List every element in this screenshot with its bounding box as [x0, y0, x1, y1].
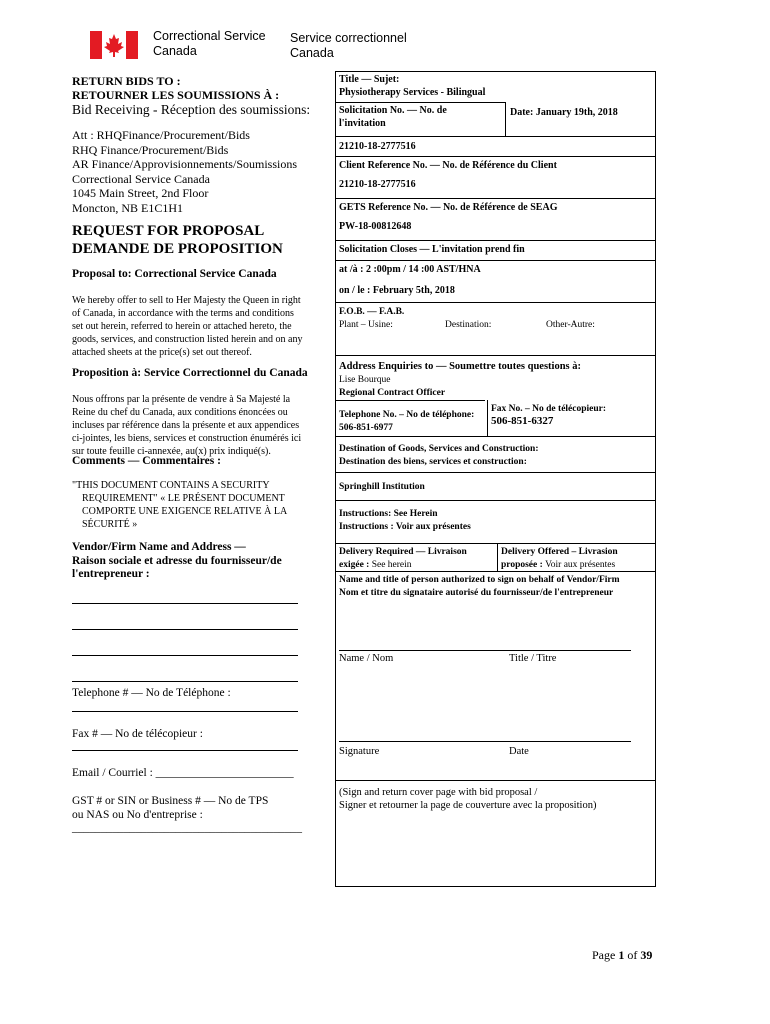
solicitation-number: 21210-18-2777516	[339, 141, 416, 152]
divider	[335, 302, 656, 303]
fax-number: 506-851-6327	[491, 415, 554, 427]
authorized-signer-label: Name and title of person authorized to sign on behalf of Vendor/Firm Nom et titre du signataire autorisé du fournisseur/de l'entrepreneur	[339, 575, 620, 598]
divider	[335, 500, 656, 501]
fob-label: F.O.B. — F.A.B.	[339, 307, 405, 317]
header-fr: Service correctionnel Canada	[290, 31, 407, 60]
fax-label: Fax No. – No de télécopieur:	[491, 404, 607, 414]
other-label: Other-Autre:	[546, 320, 595, 330]
offer-text-fr: Nous offrons par la présente de vendre à Sa Majesté la Reine du chef du Canada, aux conditions énoncées ou incluses par référence dans la présente et aux appendices ci-jointes, les biens, services et construction énumérés ici sur toute feuille ci-annexée, au(x) prix indiqué(s).	[72, 394, 302, 457]
proposition-fr: Proposition à: Service Correctionnel du Canada	[72, 367, 308, 379]
divider	[505, 102, 506, 136]
header-en: Correctional Service Canada	[153, 29, 266, 58]
gst-label: GST # or SIN or Business # — No de TPS ou NAS ou No d'entreprise :	[72, 795, 269, 821]
destination-goods: Destination of Goods, Services and Construction: Destination des biens, services et construction:	[339, 444, 539, 467]
telephone-number: 506-851-6977	[339, 423, 393, 433]
title-label: Title — Sujet:	[339, 74, 400, 85]
document-title: REQUEST FOR PROPOSAL DEMANDE DE PROPOSITION	[72, 223, 283, 257]
delivery-required: Delivery Required — Livraison exigée : See herein	[339, 547, 467, 570]
divider	[335, 198, 656, 199]
signature-line[interactable]	[339, 741, 631, 742]
divider	[335, 780, 656, 781]
telephone-label: Telephone No. – No de téléphone:	[339, 410, 475, 420]
divider	[335, 136, 656, 137]
divider	[487, 400, 488, 436]
divider	[335, 543, 656, 544]
divider	[335, 102, 505, 103]
telephone-label: Telephone # — No de Téléphone :	[72, 687, 231, 699]
page-number: Page 1 of 39	[592, 948, 653, 962]
name-title-line[interactable]	[339, 650, 631, 651]
proposal-to: Proposal to: Correctional Service Canada	[72, 268, 277, 280]
comments-label: Comments — Commentaires :	[72, 455, 221, 467]
instructions: Instructions: See Herein Instructions : Voir aux présentes	[339, 509, 471, 532]
document-date: Date: January 19th, 2018	[510, 107, 618, 118]
return-bids: RETURN BIDS TO : RETOURNER LES SOUMISSIONS À :	[72, 74, 280, 102]
email-field[interactable]: Email / Courriel : ________________________	[72, 767, 294, 779]
date-label: Date	[509, 746, 529, 757]
plant-label: Plant – Usine:	[339, 320, 393, 330]
divider	[497, 543, 498, 571]
divider	[335, 240, 656, 241]
contact-name: Lise Bourque	[339, 375, 391, 385]
fax-line[interactable]	[72, 750, 298, 751]
closes-time: at /à : 2 :00pm / 14 :00 AST/HNA	[339, 264, 481, 275]
gets-label: GETS Reference No. — No. de Référence de SEAG	[339, 202, 558, 213]
divider	[335, 156, 656, 157]
destination-label: Destination:	[445, 320, 492, 330]
return-address: Att : RHQFinance/Procurement/Bids RHQ Finance/Procurement/Bids AR Finance/Approvisionnements/Soumissions Correctional Service Canada 1045 Main Street, 2nd Floor Moncton, NB E1C1H1	[72, 128, 297, 215]
contact-title: Regional Contract Officer	[339, 388, 446, 398]
divider	[335, 436, 656, 437]
title-field-label: Title / Titre	[509, 653, 557, 664]
vendor-line-4[interactable]	[72, 681, 298, 682]
name-label: Name / Nom	[339, 653, 394, 664]
sign-instructions: (Sign and return cover page with bid proposal / Signer et retourner la page de couverture avec la proposition)	[339, 787, 597, 811]
institution: Springhill Institution	[339, 482, 425, 492]
vendor-line-3[interactable]	[72, 655, 298, 656]
divider	[335, 260, 656, 261]
security-note: "THIS DOCUMENT CONTAINS A SECURITY REQUIREMENT" « LE PRÉSENT DOCUMENT COMPORTE UNE EXIGENCE RELATIVE À LA SÉCURITÉ »	[72, 480, 288, 530]
divider	[335, 400, 485, 401]
signature-label: Signature	[339, 746, 380, 757]
gst-line[interactable]: ________________________________________	[72, 822, 302, 834]
divider	[335, 472, 656, 473]
client-ref-number: 21210-18-2777516	[339, 179, 416, 190]
closes-date: on / le : February 5th, 2018	[339, 285, 455, 296]
client-ref-label: Client Reference No. — No. de Référence du Client	[339, 160, 557, 171]
vendor-label: Vendor/Firm Name and Address — Raison sociale et adresse du fournisseur/de l'entrepreneur :	[72, 541, 282, 580]
divider	[335, 571, 656, 572]
solicitation-label: Solicitation No. — No. de l'invitation	[339, 105, 447, 129]
telephone-line[interactable]	[72, 711, 298, 712]
vendor-line-2[interactable]	[72, 629, 298, 630]
fax-label: Fax # — No de télécopieur :	[72, 728, 203, 740]
delivery-offered: Delivery Offered – Livrasion proposée : Voir aux présentes	[501, 547, 618, 570]
divider	[335, 355, 656, 356]
title-value: Physiotherapy Services - Bilingual	[339, 87, 486, 98]
solicitation-panel	[335, 71, 656, 887]
vendor-line-1[interactable]	[72, 603, 298, 604]
offer-text-en: We hereby offer to sell to Her Majesty the Queen in right of Canada, in accordance with the terms and conditions set out herein, referred to herein or attached hereto, the goods, services, and construction listed herein and on any attached sheets at the price(s) set out thereof.	[72, 295, 303, 358]
closes-label: Solicitation Closes — L'invitation prend fin	[339, 244, 525, 255]
canada-flag-logo	[90, 31, 138, 59]
enquiries-label: Address Enquiries to — Soumettre toutes questions à:	[339, 361, 582, 372]
gets-number: PW-18-00812648	[339, 221, 412, 232]
bid-receiving: Bid Receiving - Réception des soumissions:	[72, 102, 311, 117]
